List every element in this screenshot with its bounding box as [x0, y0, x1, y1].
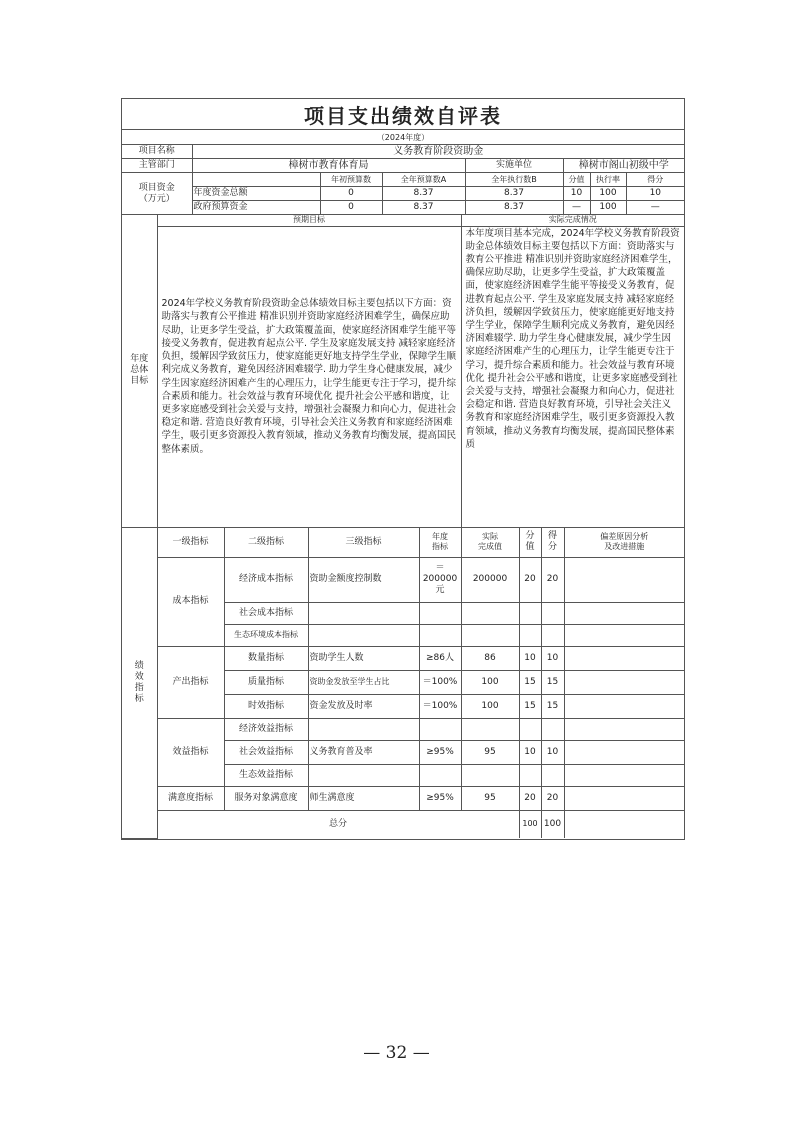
total-score: 100	[519, 810, 541, 838]
actual-result-header: 实际完成情况	[461, 215, 684, 226]
level3-cell: 资助金额度控制数	[308, 557, 419, 602]
cost-indicator: 成本指标	[157, 557, 224, 646]
col-exec-rate: 执行率	[590, 173, 626, 187]
cell-value: 8.37	[382, 187, 465, 201]
header-got: 得 分	[541, 527, 564, 557]
col-annual-budget: 全年预算数A	[382, 173, 465, 187]
cell-value: 0	[320, 201, 382, 215]
level3-cell: 资金发放及时率	[308, 694, 419, 718]
level2-cell: 生态环境成本指标	[224, 624, 308, 646]
row-total-funds: 年度资金总额	[192, 187, 320, 201]
department-label: 主管部门	[122, 159, 192, 173]
cell-value: —	[626, 201, 684, 215]
actual-result-text: 本年度项目基本完成，2024年学校义务教育阶段资助金总体绩效目标主要包括以下方面：资助落实与教育公平推进 精准识别并资助家庭经济困难学生，确保应助尽助，让更多学生受益，扩大政策覆盖面，使家庭经济困难学生能平等接受义务教育，促进教育起点公平. 学生及家庭发展支持 减轻家庭经济负担，缓解因学致贫压力，使家庭能更好地支持学生学业，保障学生顺利完成义务教育，避免因经济困难辍学. 助力学生身心健康发展，减少学生因家庭经济困难产生的心理压力，让学生能更专注于学习，提升综合素质和能力。社会效益与教育环境优化 提升社会公平感和谐度，让更多家庭感受到社会关爱与支持，增强社会凝聚力和向心力，促进社会稳定和谐. 营造良好教育环境，引导社会关注义务教育和家庭经济困难学生，吸引更多资源投入教育领域，推动义务教育均衡发展，提高国民整体素质	[461, 226, 684, 527]
cell-value: 8.37	[465, 201, 563, 215]
level2-cell: 服务对象满意度	[224, 786, 308, 810]
actual-cell: 200000	[461, 557, 519, 602]
goals-indicators-table	[122, 215, 684, 839]
fund-label: 项目资金 （万元）	[122, 173, 192, 215]
target-cell: ＝ 200000 元	[419, 557, 461, 602]
total-label: 总分	[157, 810, 519, 838]
benefit-indicator: 效益指标	[157, 718, 224, 786]
target-cell: ＝100%	[419, 670, 461, 694]
form-title: 项目支出绩效自评表	[122, 99, 684, 130]
got-cell: 15	[541, 670, 564, 694]
header-level1: 一级指标	[157, 527, 224, 557]
col-initial-budget: 年初预算数	[320, 173, 382, 187]
overall-goal-label: 年度 总体 目标	[122, 215, 157, 527]
cell-value: 10	[626, 187, 684, 201]
got-cell: 15	[541, 694, 564, 718]
cell-value: 8.37	[382, 201, 465, 215]
target-cell: ≥95%	[419, 786, 461, 810]
row-gov-funds: 政府预算资金	[192, 201, 320, 215]
header-score: 分 值	[519, 527, 541, 557]
level3-cell: 资助金发放至学生占比	[308, 670, 419, 694]
level2-cell: 经济效益指标	[224, 718, 308, 740]
level2-cell: 社会成本指标	[224, 602, 308, 624]
cell-value: 100	[590, 187, 626, 201]
score-cell: 15	[519, 670, 541, 694]
satisfaction-indicator: 满意度指标	[157, 786, 224, 810]
department-value: 樟树市教育体育局	[192, 159, 465, 173]
target-cell: ＝100%	[419, 694, 461, 718]
got-cell: 10	[541, 646, 564, 670]
score-cell: 10	[519, 646, 541, 670]
total-got: 100	[541, 810, 564, 838]
actual-cell: 95	[461, 740, 519, 764]
page-number: — 32 —	[363, 1043, 430, 1063]
expected-goal-text: 2024年学校义务教育阶段资助金总体绩效目标主要包括以下方面：资助落实与教育公平推进 精准识别并资助家庭经济困难学生，确保应助尽助，让更多学生受益，扩大政策覆盖面，使家庭经济困难学生能平等接受义务教育，促进教育起点公平. 学生及家庭发展支持 减轻家庭经济负担，缓解因学致贫压力，使家庭能更好地支持学生学业，保障学生顺利完成义务教育，避免因经济困难辍学. 助力学生身心健康发展，减少学生因家庭经济困难产生的心理压力，让学生能更专注于学习，提升综合素质和能力。社会效益与教育环境优化 提升社会公平感和谐度，让更多家庭感受到社会关爱与支持，增强社会凝聚力和向心力，促进社会稳定和谐. 营造良好教育环境，引导社会关注义务教育和家庭经济困难学生，吸引更多资源投入教育领域，推动义务教育均衡发展，提高国民整体素质。	[157, 226, 461, 527]
score-cell: 15	[519, 694, 541, 718]
got-cell: 20	[541, 786, 564, 810]
level2-cell: 经济成本指标	[224, 557, 308, 602]
got-cell: 20	[541, 557, 564, 602]
cell-value: 8.37	[465, 187, 563, 201]
expected-goal-header: 预期目标	[157, 215, 461, 226]
level3-cell: 师生满意度	[308, 786, 419, 810]
cell-value: 100	[590, 201, 626, 215]
form-year: （2024年度）	[122, 130, 684, 145]
implementer-label: 实施单位	[465, 159, 563, 173]
score-cell: 20	[519, 557, 541, 602]
col-annual-exec: 全年执行数B	[465, 173, 563, 187]
actual-cell: 100	[461, 670, 519, 694]
cell-value: 10	[563, 187, 590, 201]
got-cell: 10	[541, 740, 564, 764]
target-cell: ≥95%	[419, 740, 461, 764]
header-actual: 实际 完成值	[461, 527, 519, 557]
header-target: 年度 指标	[419, 527, 461, 557]
level2-cell: 质量指标	[224, 670, 308, 694]
project-name-label: 项目名称	[122, 145, 192, 159]
performance-indicators-label: 绩 效 指 标	[122, 527, 157, 838]
score-cell: 10	[519, 740, 541, 764]
header-level3: 三级指标	[308, 527, 419, 557]
level3-cell: 资助学生人数	[308, 646, 419, 670]
level2-cell: 生态效益指标	[224, 764, 308, 786]
target-cell: ≥86人	[419, 646, 461, 670]
cell-value: —	[563, 201, 590, 215]
actual-cell: 86	[461, 646, 519, 670]
col-score: 分值	[563, 173, 590, 187]
actual-cell: 100	[461, 694, 519, 718]
output-indicator: 产出指标	[157, 646, 224, 718]
cell-value: 0	[320, 187, 382, 201]
header-reason: 偏差原因分析 及改进措施	[564, 527, 684, 557]
project-name-value: 义务教育阶段资助金	[192, 145, 684, 159]
performance-form	[121, 98, 685, 840]
header-level2: 二级指标	[224, 527, 308, 557]
level2-cell: 社会效益指标	[224, 740, 308, 764]
col-got-score: 得分	[626, 173, 684, 187]
basic-info-table	[122, 145, 684, 215]
actual-cell: 95	[461, 786, 519, 810]
level2-cell: 时效指标	[224, 694, 308, 718]
level2-cell: 数量指标	[224, 646, 308, 670]
level3-cell: 义务教育普及率	[308, 740, 419, 764]
score-cell: 20	[519, 786, 541, 810]
implementer-value: 樟树市阁山初级中学	[563, 159, 684, 173]
